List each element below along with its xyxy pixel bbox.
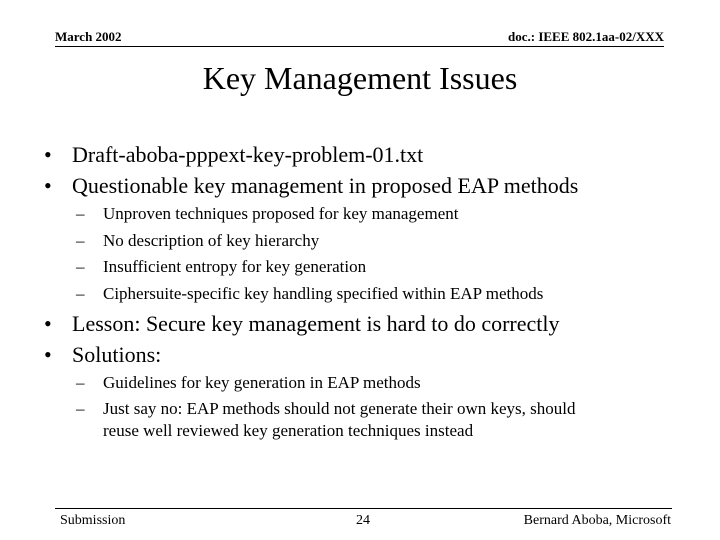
sub-bullet-text: Just say no: EAP methods should not generate their own keys, should: [103, 399, 576, 418]
dash-icon: –: [76, 204, 85, 223]
sub-bullet-text: Unproven techniques proposed for key management: [103, 204, 459, 223]
sub-bullet-text: Guidelines for key generation in EAP methods: [103, 373, 421, 392]
header-doc-id: doc.: IEEE 802.1aa-02/XXX: [507, 29, 664, 44]
dash-icon: –: [76, 257, 85, 276]
bullet-item: [44, 342, 161, 368]
sub-bullet-item: [76, 257, 366, 277]
header-date: March 2002: [55, 29, 122, 44]
dash-icon: –: [76, 373, 85, 392]
bullet-icon: •: [44, 342, 52, 367]
footer-divider: [55, 508, 672, 509]
sub-bullet-continuation: reuse well reviewed key generation techniques instead: [103, 421, 474, 440]
dash-icon: –: [76, 284, 85, 303]
footer-submission: Submission: [60, 513, 126, 528]
bullet-text: Solutions:: [72, 342, 162, 367]
sub-bullet-item: [76, 373, 421, 393]
footer-author: Bernard Aboba, Microsoft: [523, 513, 671, 528]
bullet-icon: •: [44, 311, 52, 336]
sub-bullet-text: No description of key hierarchy: [103, 231, 320, 250]
bullet-item: [44, 311, 560, 337]
bullet-icon: •: [44, 142, 52, 167]
header-divider: [55, 46, 664, 47]
dash-icon: –: [76, 231, 85, 250]
sub-bullet-item: [76, 399, 576, 419]
sub-bullet-text: Ciphersuite-specific key handling specified within EAP methods: [103, 284, 544, 303]
sub-bullet-item: [76, 284, 543, 304]
dash-icon: –: [76, 399, 85, 418]
slide-title: Key Management Issues: [202, 60, 518, 96]
bullet-text: Draft-aboba-pppext-key-problem-01.txt: [72, 142, 424, 167]
sub-bullet-text: Insufficient entropy for key generation: [103, 257, 367, 276]
sub-bullet-item: [76, 204, 458, 224]
bullet-item: [44, 173, 578, 199]
footer-page-number: 24: [356, 513, 370, 528]
bullet-text: Lesson: Secure key management is hard to do correctly: [72, 311, 560, 336]
bullet-item: [44, 142, 423, 168]
bullet-text: Questionable key management in proposed EAP methods: [72, 173, 579, 198]
bullet-icon: •: [44, 173, 52, 198]
sub-bullet-item: [76, 231, 319, 251]
